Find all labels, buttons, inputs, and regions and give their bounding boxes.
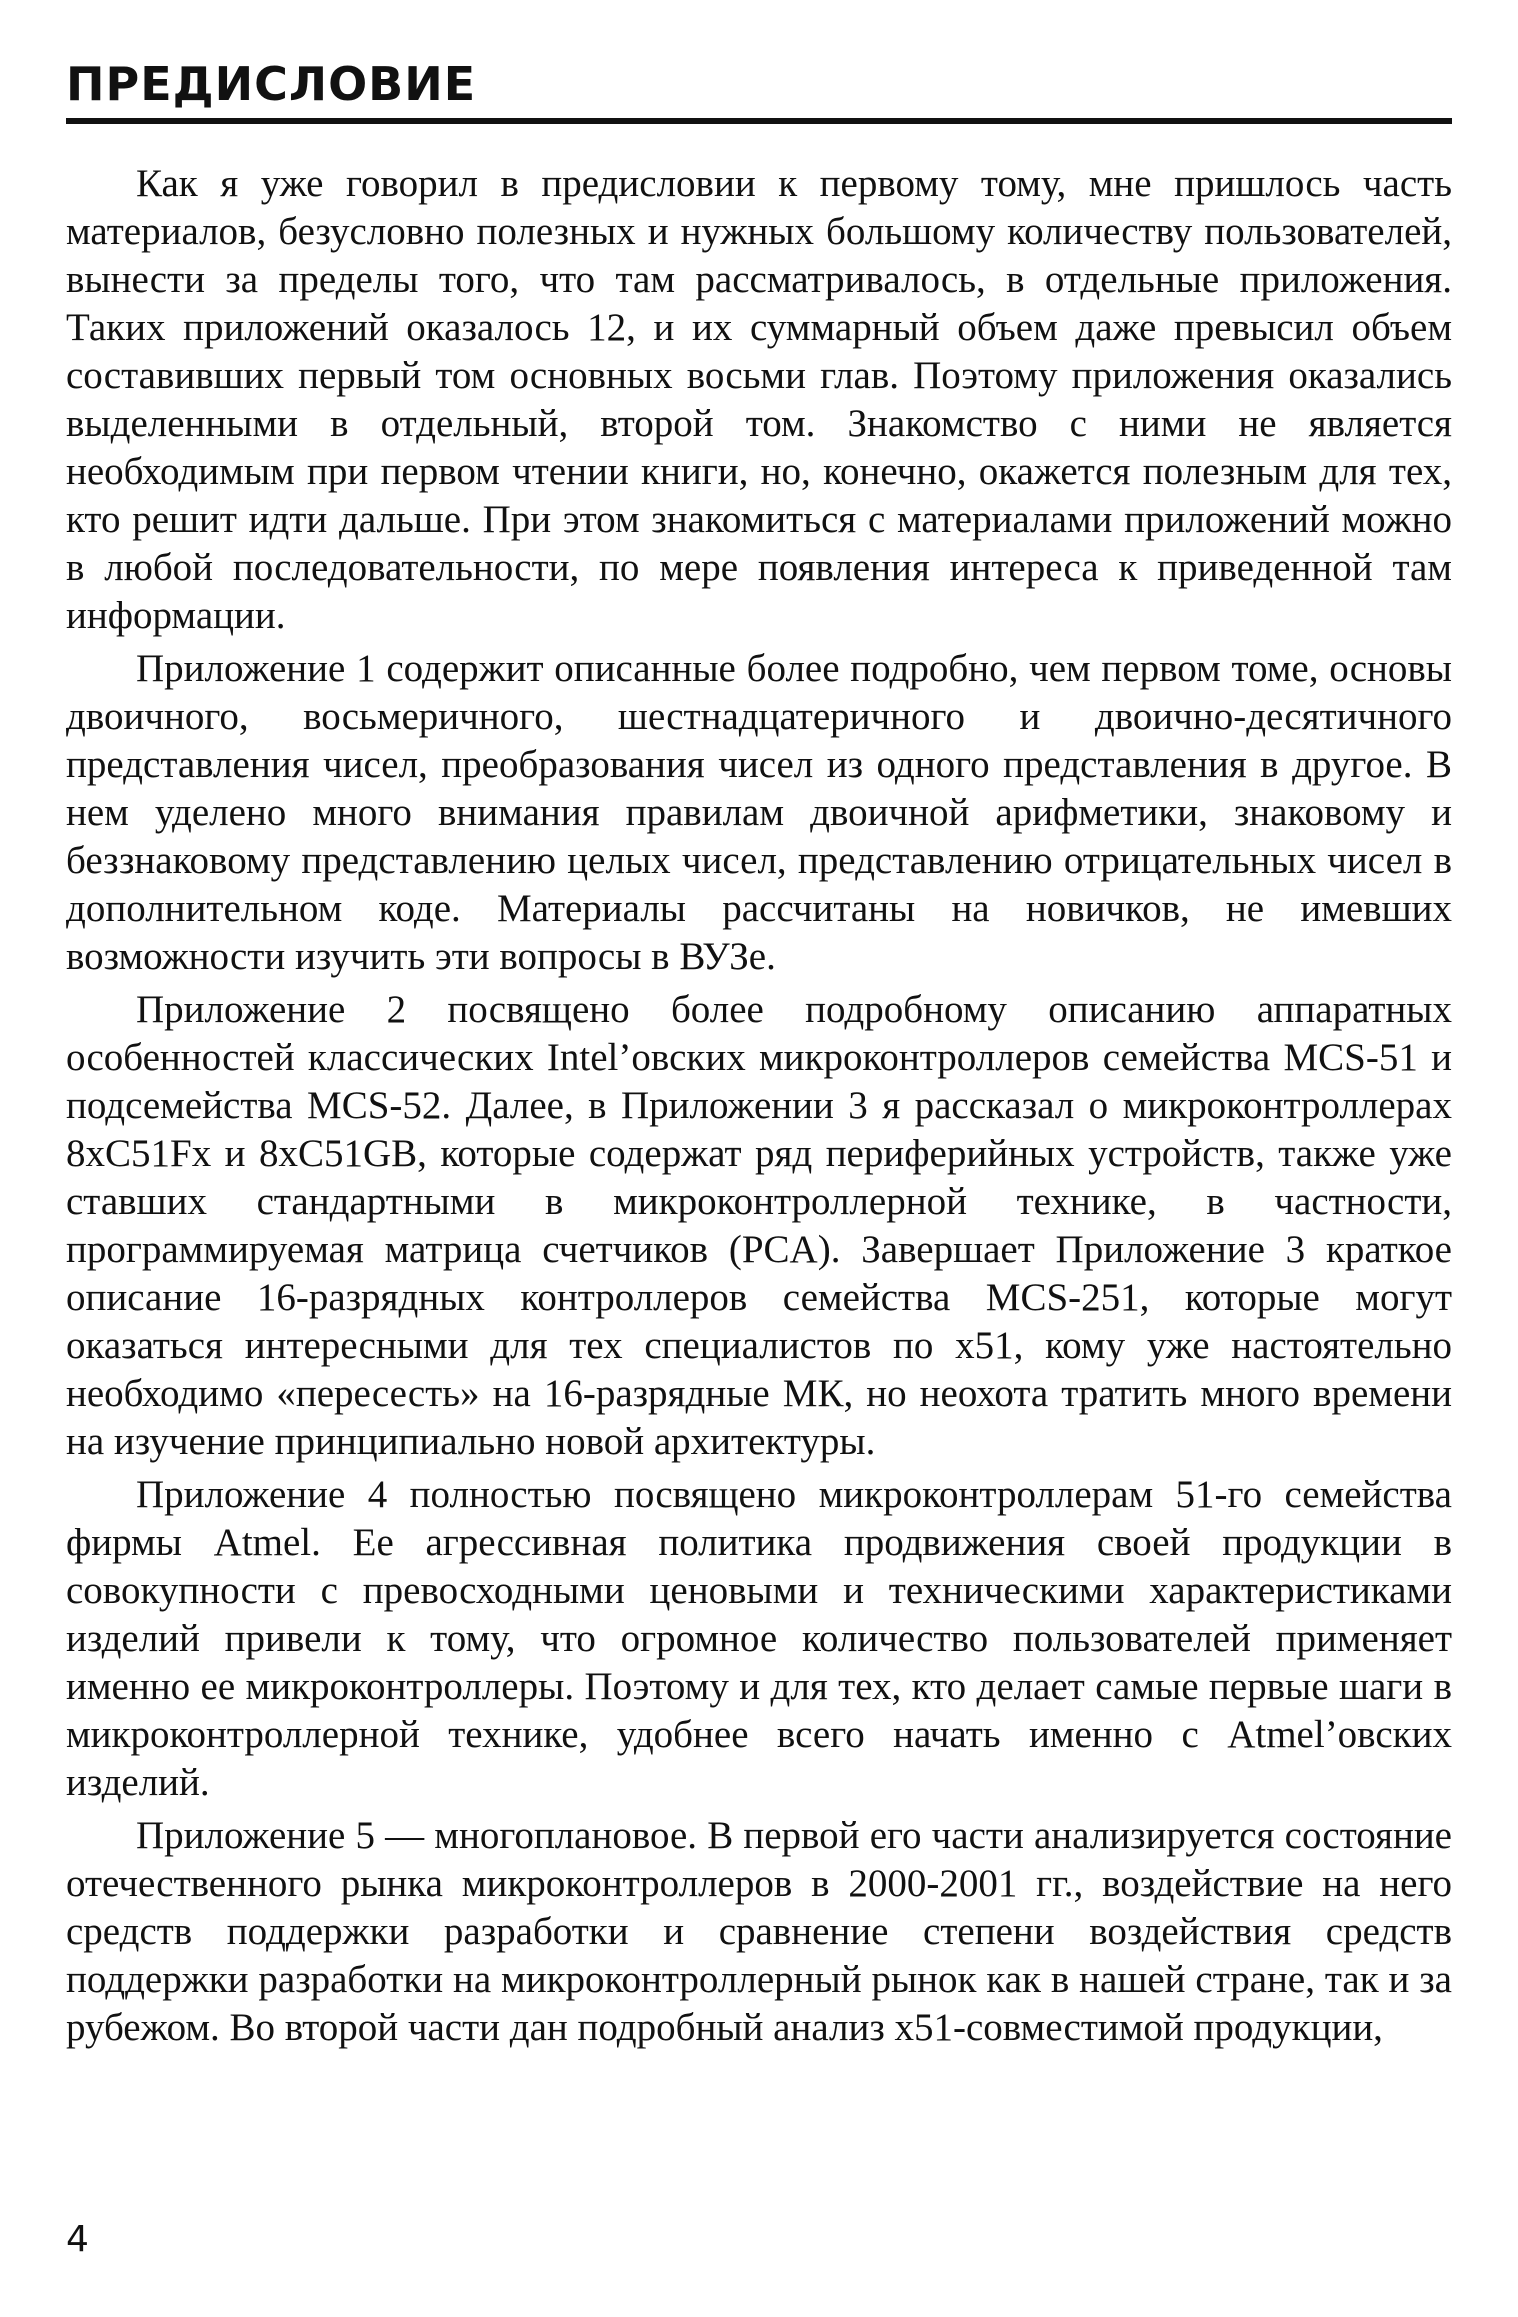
paragraph-4: Приложение 4 полностью посвящено микроконтроллерам 51-го семейства фирмы Atmel. Ее агрессивная политика продвижения своей продукции в совокупности с превосходными ценовыми и техническими характеристиками изделий привели к тому, что огромное количество пользователей применяет именно ее микроконтроллеры. Поэтому и для тех, кто делает самые первые шаги в микроконтроллерной технике, удобнее всего начать именно с Atmel’овских изделий. [66, 1473, 1452, 1804]
page-number: 4 [66, 2219, 89, 2260]
paragraph-3: Приложение 2 посвящено более подробному описанию аппаратных особенностей классических Intel’овских микроконтроллеров семейства MCS-51 и подсемейства MCS-52. Далее, в Приложении 3 я рассказал о микроконтроллерах 8xC51Fx и 8xC51GB, которые содержат ряд периферийных устройств, также уже ставших стандартными в микроконтроллерной технике, в частности, программируемая матрица счетчиков (PCA). Завершает Приложение 3 краткое описание 16-разрядных контроллеров семейства MCS-251, которые могут оказаться интересными для тех специалистов по x51, кому уже настоятельно необходимо «пересесть» на 16-разрядные МК, но неохота тратить много времени на изучение принципиально новой архитектуры. [66, 988, 1452, 1463]
paragraph-2: Приложение 1 содержит описанные более подробно, чем первом томе, основы двоичного, восьмеричного, шестнадцатеричного и двоично-десятичного представления чисел, преобразования чисел из одного представления в другое. В нем уделено много внимания правилам двоичной арифметики, знаковому и беззнаковому представлению целых чисел, представлению отрицательных чисел в дополнительном коде. Материалы рассчитаны на новичков, не имевших возможности изучить эти вопросы в ВУЗе. [66, 647, 1452, 978]
chapter-heading: ПРЕДИСЛОВИЕ [66, 57, 477, 111]
heading-rule [66, 118, 1452, 124]
paragraph-1: Как я уже говорил в предисловии к первому тому, мне пришлось часть материалов, безусловно полезных и нужных большому количеству пользователей, вынести за пределы того, что там рассматривалось, в отдельные приложения. Таких приложений оказалось 12, и их суммарный объем даже превысил объем составивших первый том основных восьми глав. Поэтому приложения оказались выделенными в отдельный, второй том. Знакомство с ними не является необходимым при первом чтении книги, но, конечно, окажется полезным для тех, кто решит идти дальше. При этом знакомиться с материалами приложений можно в любой последовательности, по мере появления интереса к приведенной там информации. [66, 162, 1452, 637]
paragraph-5: Приложение 5 — многоплановое. В первой его части анализируется состояние отечественного рынка микроконтроллеров в 2000-2001 гг., воздействие на него средств поддержки разработки и сравнение степени воздействия средств поддержки разработки на микроконтроллерный рынок как в нашей стране, так и за рубежом. Во второй части дан подробный анализ x51-совместимой продукции, [66, 1814, 1452, 2049]
body-text [66, 160, 1452, 2057]
